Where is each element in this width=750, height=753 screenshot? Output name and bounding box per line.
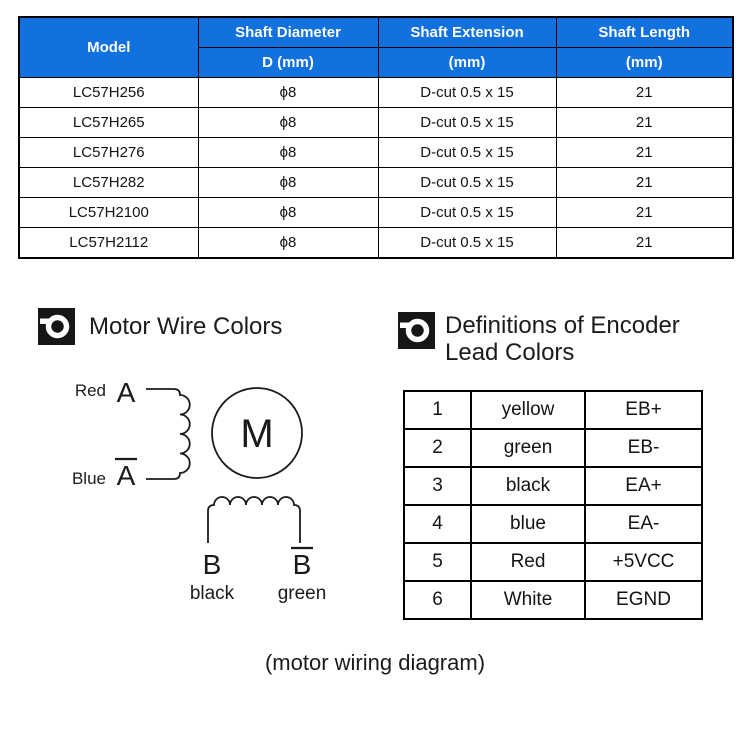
model-cell: LC57H282 bbox=[19, 168, 198, 198]
table-row bbox=[19, 228, 733, 259]
length-cell: 21 bbox=[556, 78, 733, 108]
encoder-lead-table bbox=[403, 390, 703, 620]
table-row bbox=[404, 543, 702, 581]
extension-cell: D-cut 0.5 x 15 bbox=[378, 228, 556, 259]
extension-cell: D-cut 0.5 x 15 bbox=[378, 198, 556, 228]
spec-header-shaft-extension-unit: (mm) bbox=[378, 48, 556, 78]
shaft-spec-table bbox=[18, 16, 734, 259]
table-row bbox=[404, 391, 702, 429]
signal-cell: +5VCC bbox=[585, 543, 702, 581]
table-row bbox=[404, 581, 702, 619]
phase-a-color-label: Red bbox=[74, 381, 106, 400]
spec-table-header bbox=[19, 17, 733, 78]
extension-cell: D-cut 0.5 x 15 bbox=[378, 138, 556, 168]
table-row bbox=[19, 78, 733, 108]
pin-cell: 1 bbox=[404, 391, 471, 429]
section-title: Motor Wire Colors bbox=[89, 313, 283, 340]
diameter-cell: ϕ8 bbox=[198, 78, 378, 108]
color-cell: green bbox=[471, 429, 585, 467]
diagram-caption: (motor wiring diagram) bbox=[264, 650, 486, 675]
pin-cell: 6 bbox=[404, 581, 471, 619]
spec-header-shaft-diameter: Shaft Diameter bbox=[198, 17, 378, 48]
color-cell: Red bbox=[471, 543, 585, 581]
phase-a-bar-label: A bbox=[116, 460, 136, 491]
length-cell: 21 bbox=[556, 108, 733, 138]
encoder-lead-colors-heading bbox=[398, 312, 680, 366]
phase-b-coil-symbol bbox=[208, 497, 300, 543]
spec-header-model: Model bbox=[19, 17, 198, 78]
signal-cell: EB+ bbox=[585, 391, 702, 429]
extension-cell: D-cut 0.5 x 15 bbox=[378, 78, 556, 108]
model-cell: LC57H265 bbox=[19, 108, 198, 138]
signal-cell: EA- bbox=[585, 505, 702, 543]
model-cell: LC57H276 bbox=[19, 138, 198, 168]
extension-cell: D-cut 0.5 x 15 bbox=[378, 168, 556, 198]
diameter-cell: ϕ8 bbox=[198, 228, 378, 259]
table-row bbox=[19, 108, 733, 138]
motor-wiring-diagram bbox=[40, 372, 380, 622]
length-cell: 21 bbox=[556, 228, 733, 259]
phase-a-label: A bbox=[116, 377, 136, 408]
phase-a-bar-color-label: Blue bbox=[71, 469, 106, 488]
phase-a-coil-symbol bbox=[146, 389, 190, 479]
pin-cell: 4 bbox=[404, 505, 471, 543]
table-row bbox=[19, 138, 733, 168]
phase-b-color-label: black bbox=[189, 583, 235, 604]
pin-cell: 5 bbox=[404, 543, 471, 581]
color-cell: White bbox=[471, 581, 585, 619]
signal-cell: EA+ bbox=[585, 467, 702, 505]
table-row bbox=[19, 168, 733, 198]
diameter-cell: ϕ8 bbox=[198, 168, 378, 198]
phase-b-label: B bbox=[202, 549, 222, 580]
spec-header-shaft-diameter-unit: D (mm) bbox=[198, 48, 378, 78]
length-cell: 21 bbox=[556, 168, 733, 198]
extension-cell: D-cut 0.5 x 15 bbox=[378, 108, 556, 138]
phase-b-bar-color-label: green bbox=[277, 583, 327, 604]
color-cell: black bbox=[471, 467, 585, 505]
model-cell: LC57H2100 bbox=[19, 198, 198, 228]
phase-b-bar-label: B bbox=[292, 549, 312, 580]
diameter-cell: ϕ8 bbox=[198, 138, 378, 168]
motor-letter: M bbox=[240, 412, 274, 456]
table-row bbox=[404, 467, 702, 505]
table-row bbox=[404, 505, 702, 543]
pin-cell: 2 bbox=[404, 429, 471, 467]
spec-header-shaft-length: Shaft Length bbox=[556, 17, 733, 48]
spec-header-shaft-extension: Shaft Extension bbox=[378, 17, 556, 48]
signal-cell: EB- bbox=[585, 429, 702, 467]
section-bullet-icon bbox=[398, 312, 435, 349]
spec-header-shaft-length-unit: (mm) bbox=[556, 48, 733, 78]
model-cell: LC57H2112 bbox=[19, 228, 198, 259]
length-cell: 21 bbox=[556, 198, 733, 228]
diameter-cell: ϕ8 bbox=[198, 198, 378, 228]
table-row bbox=[404, 429, 702, 467]
color-cell: yellow bbox=[471, 391, 585, 429]
section-title bbox=[445, 312, 680, 366]
table-row bbox=[19, 198, 733, 228]
diameter-cell: ϕ8 bbox=[198, 108, 378, 138]
motor-wire-colors-heading bbox=[38, 308, 282, 345]
section-bullet-icon bbox=[38, 308, 75, 345]
pin-cell: 3 bbox=[404, 467, 471, 505]
color-cell: blue bbox=[471, 505, 585, 543]
section-title-line2: Lead Colors bbox=[445, 339, 575, 366]
section-title-line1: Definitions of Encoder bbox=[445, 312, 680, 339]
length-cell: 21 bbox=[556, 138, 733, 168]
model-cell: LC57H256 bbox=[19, 78, 198, 108]
signal-cell: EGND bbox=[585, 581, 702, 619]
